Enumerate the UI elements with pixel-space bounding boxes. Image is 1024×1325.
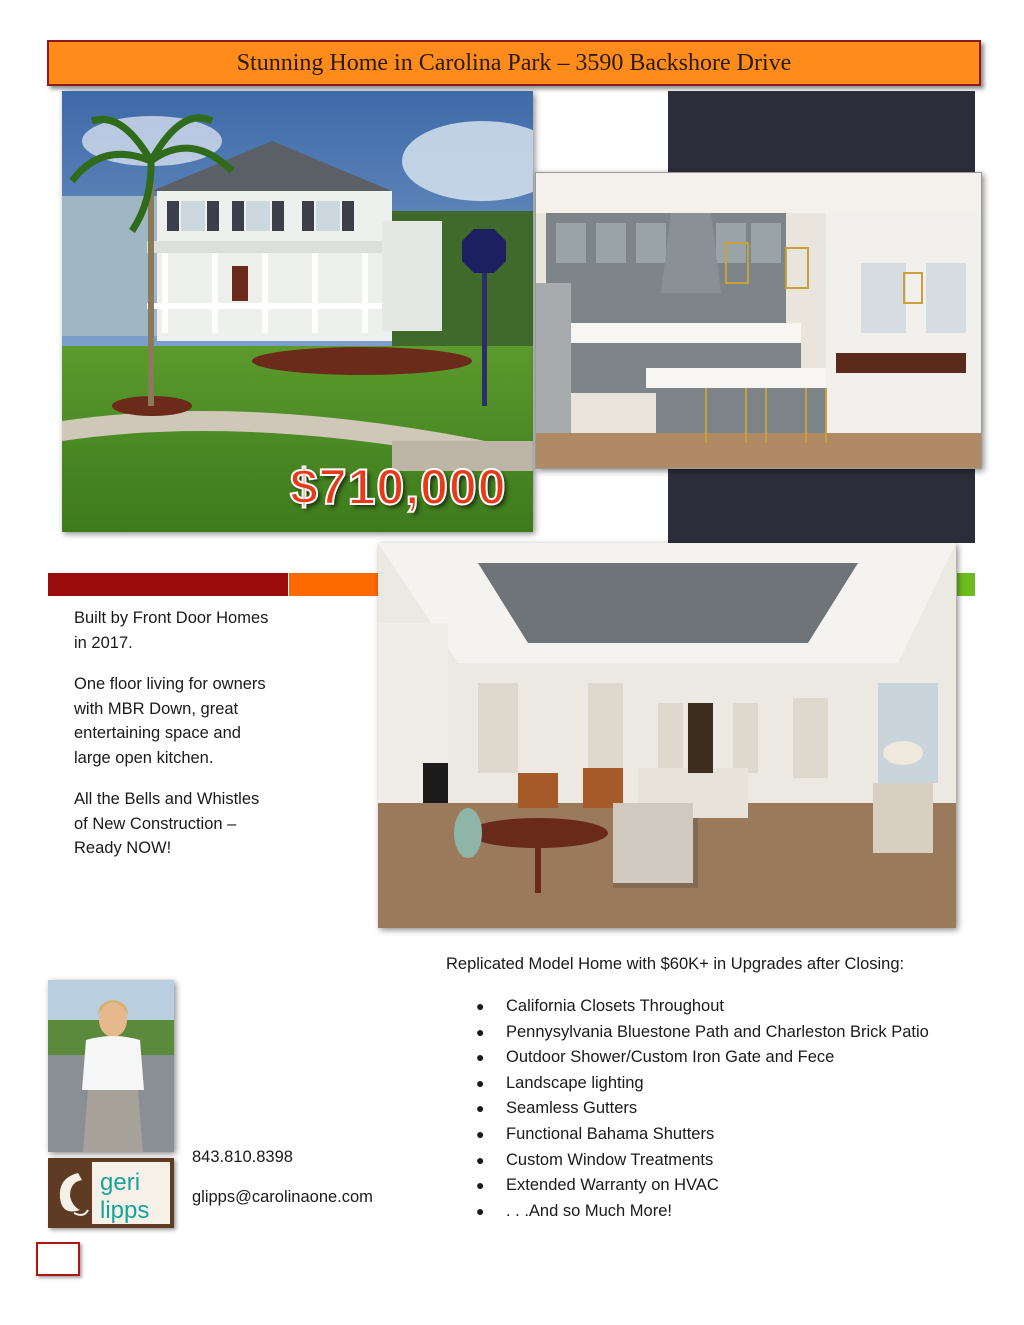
logo-text-line2: lipps [100, 1197, 150, 1224]
page-corner-box [36, 1242, 80, 1276]
bullet-icon: ● [476, 1177, 485, 1194]
list-item: ● . . .And so Much More! [476, 1199, 929, 1225]
bullet-icon: ● [476, 1023, 485, 1040]
bullet-icon: ● [476, 1202, 485, 1219]
intro-paragraph-3: All the Bells and Whistles of New Construction – Ready NOW! [74, 790, 260, 857]
page-title: Stunning Home in Carolina Park – 3590 Backshore Drive [236, 49, 792, 76]
list-item: ● Seamless Gutters [476, 1096, 929, 1122]
upgrades-heading: Replicated Model Home with $60K+ in Upgrades after Closing: [446, 955, 905, 973]
accent-bar-green [957, 573, 975, 596]
list-item: ● Custom Window Treatments [476, 1148, 929, 1174]
bullet-icon: ● [476, 1151, 485, 1168]
bullet-icon: ● [476, 1125, 485, 1142]
bullet-icon: ● [476, 1100, 485, 1117]
bullet-icon: ● [476, 998, 485, 1014]
list-item: ● Pennysylvania Bluestone Path and Charleston Brick Patio [476, 1020, 929, 1046]
intro-text [74, 606, 274, 878]
bullet-icon: ● [476, 1049, 485, 1066]
intro-paragraph-1: Built by Front Door Homes in 2017. [74, 609, 269, 652]
list-item: ● Landscape lighting [476, 1071, 929, 1097]
price-label: $710,000 [290, 459, 507, 515]
list-item: ● Extended Warranty on HVAC [476, 1173, 929, 1199]
list-item: ● Outdoor Shower/Custom Iron Gate and Fece [476, 1045, 929, 1071]
list-item: ● California Closets Throughout [476, 994, 929, 1020]
intro-paragraph-2: One floor living for owners with MBR Down, great entertaining space and large open kitchen. [74, 675, 266, 767]
kitchen-photo [535, 172, 982, 469]
bullet-icon: ● [476, 1074, 485, 1091]
logo-text-line1: geri [100, 1169, 141, 1196]
living-room-photo [378, 543, 956, 928]
agent-photo [48, 980, 174, 1152]
list-item: ● Functional Bahama Shutters [476, 1122, 929, 1148]
agent-logo [48, 1158, 174, 1228]
title-banner [47, 40, 981, 86]
accent-bar-orange [289, 573, 379, 596]
agent-phone: 843.810.8398 [192, 1148, 293, 1166]
upgrades-list [476, 994, 929, 1224]
accent-bar-red [48, 573, 288, 596]
agent-email: glipps@carolinaone.com [192, 1188, 373, 1206]
